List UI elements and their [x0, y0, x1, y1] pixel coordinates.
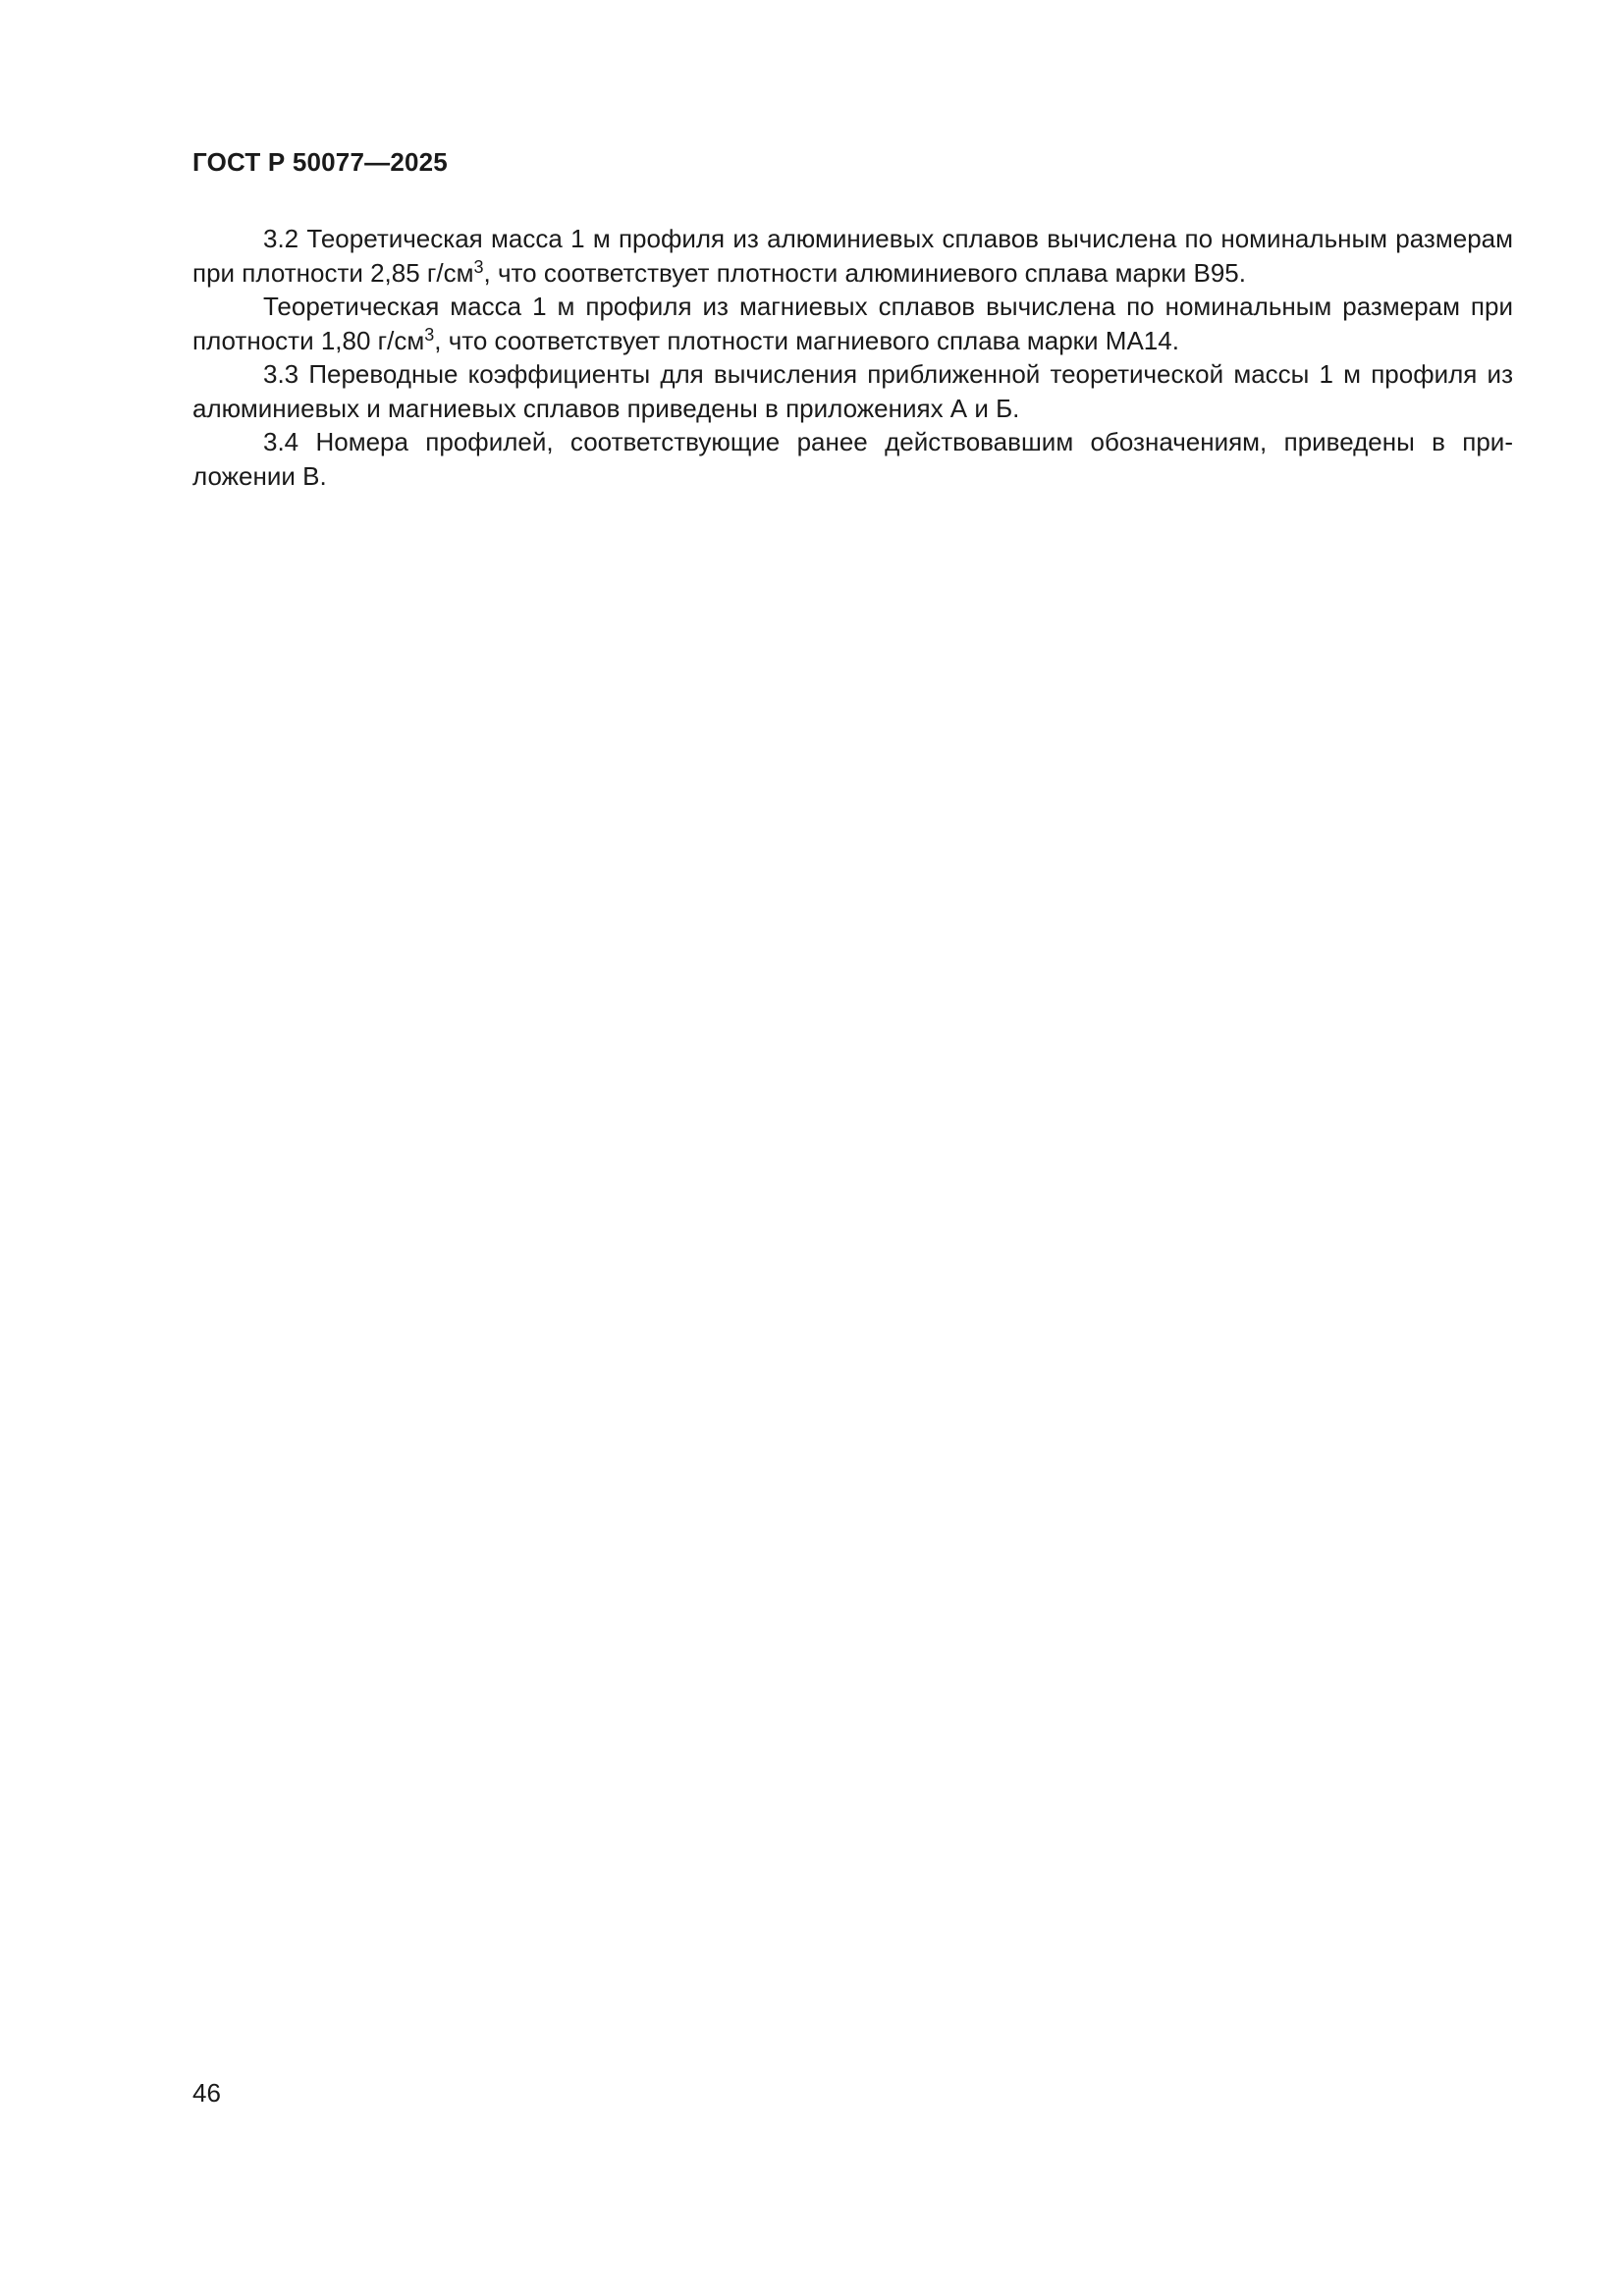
superscript-exponent: 3 — [424, 324, 435, 345]
paragraph-3-2 — [192, 222, 1513, 290]
paragraph-3-4 — [192, 425, 1513, 493]
paragraph-text: 3.3 Переводные коэффициенты для вычисления приближенной теоретической массы 1 м профиля из алюминиевых и магниевых сплавов приведены в приложениях А и Б. — [192, 359, 1513, 423]
paragraph-text: Теоретическая масса 1 м профиля из магниевых сплавов вычислена по номинальным размерам при плотности 1,80 г/см — [192, 292, 1513, 355]
paragraph-text: , что соответствует плотности алюминиевого сплава марки В95. — [483, 257, 1246, 288]
paragraph-3-2-magnesium — [192, 290, 1513, 357]
document-body — [192, 222, 1513, 493]
paragraph-text: 3.2 Теоретическая масса 1 м профиля из алюминиевых сплавов вычислена по номинальным размерам при плотности 2,85 г/см — [192, 224, 1513, 288]
document-code-header: ГОСТ Р 50077—2025 — [192, 147, 448, 177]
superscript-exponent: 3 — [473, 256, 484, 277]
paragraph-3-3 — [192, 357, 1513, 425]
paragraph-text: 3.4 Номера профилей, соответствующие ранее действовавшим обозначениям, приведены в приложении В. — [192, 427, 1513, 491]
paragraph-text: , что соответствует плотности магниевого сплава марки МА14. — [434, 325, 1179, 355]
page-number: 46 — [192, 2078, 221, 2108]
